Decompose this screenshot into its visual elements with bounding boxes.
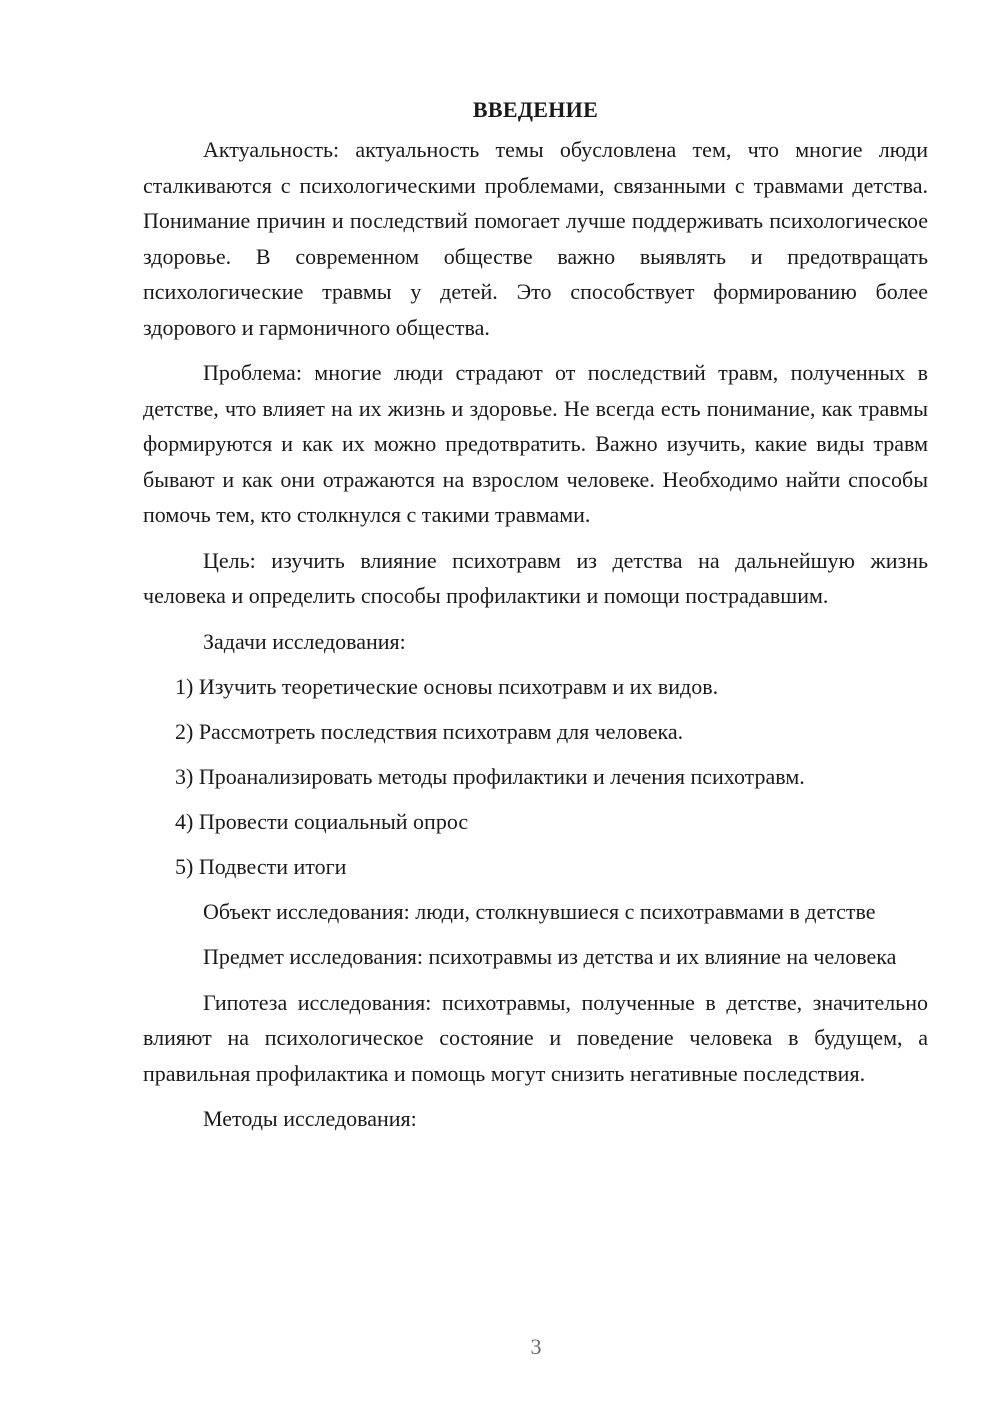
task-item: 1) Изучить теоретические основы психотравм и их видов. xyxy=(175,673,719,699)
relevance-paragraph: Актуальность: актуальность темы обусловлена тем, что многие люди сталкиваются с психологическими проблемами, связанными с травмами детства. Понимание причин и последствий помогает лучше поддерживать психологическое здоровье. В современном обществе важно выявлять и предотвращать психологические травмы у детей. Это способствует формированию более здорового и гармоничного общества. xyxy=(143,137,928,340)
task-item: 5) Подвести итоги xyxy=(175,853,347,879)
tasks-list xyxy=(143,669,928,885)
task-item: 2) Рассмотреть последствия психотравм для человека. xyxy=(175,718,684,744)
tasks-heading: Задачи исследования: xyxy=(203,628,406,654)
task-item: 3) Проанализировать методы профилактики и лечения психотравм. xyxy=(175,763,805,789)
page-number: 3 xyxy=(530,1334,542,1359)
methods-heading: Методы исследования: xyxy=(203,1106,417,1132)
task-item: 4) Провести социальный опрос xyxy=(175,808,469,834)
hypothesis-paragraph: Гипотеза исследования: психотравмы, полученные в детстве, значительно влияют на психологическое состояние и поведение человека в будущем, а правильная профилактика и помощь могут снизить негативные последствия. xyxy=(143,989,928,1086)
problem-paragraph: Проблема: многие люди страдают от последствий травм, полученных в детстве, что влияет на их жизнь и здоровье. Не всегда есть понимание, как травмы формируются и как их можно предотвратить. Важно изучить, какие виды травм бывают и как они отражаются на взрослом человеке. Необходимо найти способы помочь тем, кто столкнулся с такими травмами. xyxy=(143,360,928,527)
section-title: ВВЕДЕНИЕ xyxy=(472,97,599,122)
object-paragraph: Объект исследования: люди, столкнувшиеся с психотравмами в детстве xyxy=(203,898,876,924)
subject-paragraph: Предмет исследования: психотравмы из детства и их влияние на человека xyxy=(203,944,897,970)
goal-paragraph: Цель: изучить влияние психотравм из детства на дальнейшую жизнь человека и определить способы профилактики и помощи пострадавшим. xyxy=(143,547,928,608)
document-page xyxy=(143,92,928,1146)
